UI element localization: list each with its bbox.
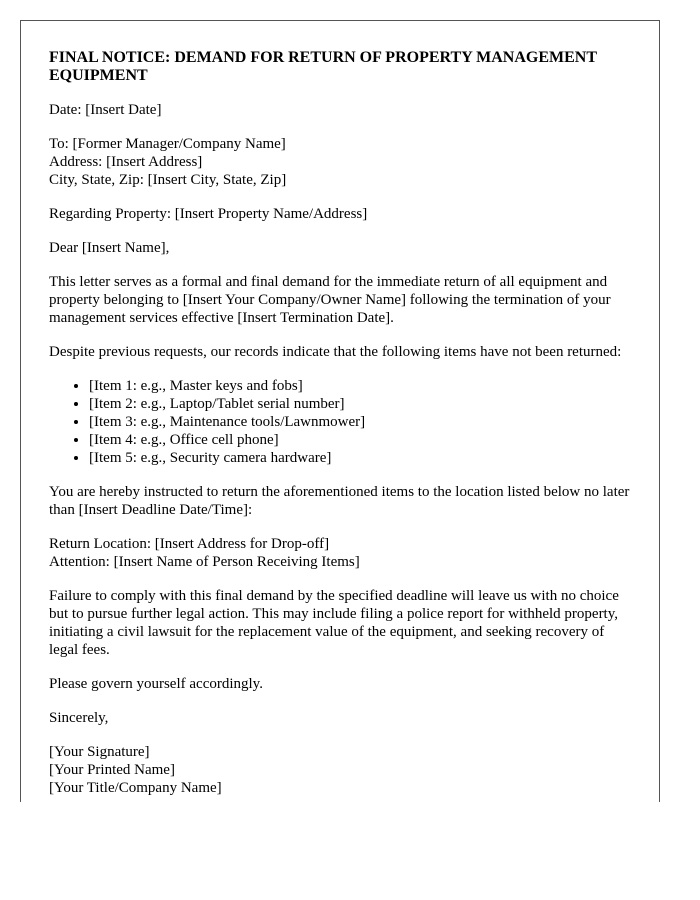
printed-name: [Your Printed Name] <box>49 762 175 778</box>
paragraph-records: Despite previous requests, our records indicate that the following items have not been returned: <box>49 344 622 360</box>
title-company: [Your Title/Company Name] <box>49 780 222 796</box>
signature: [Your Signature] <box>49 744 150 760</box>
closing: Sincerely, <box>49 710 109 726</box>
paragraph-instructions: You are hereby instructed to return the aforementioned items to the location listed below no later than [Insert Deadline Date/Time]: <box>49 484 630 518</box>
letter-title: FINAL NOTICE: DEMAND FOR RETURN OF PROPERTY MANAGEMENT EQUIPMENT <box>49 49 597 84</box>
paragraph-consequences: Failure to comply with this final demand by the specified deadline will leave us with no choice but to pursue further legal action. This may include filing a police report for withheld property, initiating a civil lawsuit for the replacement value of the equipment, and seeking recovery of legal fees. <box>49 588 619 658</box>
salutation: Dear [Insert Name], <box>49 240 170 256</box>
date-line: Date: [Insert Date] <box>49 102 162 118</box>
signature-block <box>49 743 631 797</box>
to-line: To: [Former Manager/Company Name] <box>49 136 286 152</box>
items-list <box>49 377 631 467</box>
return-block <box>49 535 631 571</box>
list-item: • [Item 5: e.g., Security camera hardware] <box>89 449 631 467</box>
list-item: • [Item 4: e.g., Office cell phone] <box>89 431 631 449</box>
regarding-line: Regarding Property: [Insert Property Name/Address] <box>49 206 368 222</box>
paragraph-intro: This letter serves as a formal and final demand for the immediate return of all equipment and property belonging to [Insert Your Company/Owner Name] following the termination of your management services effective [Insert Termination Date]. <box>49 274 611 326</box>
list-item: • [Item 3: e.g., Maintenance tools/Lawnmower] <box>89 413 631 431</box>
return-location: Return Location: [Insert Address for Drop-off] <box>49 536 330 552</box>
address-line: Address: [Insert Address] <box>49 154 203 170</box>
list-item: • [Item 1: e.g., Master keys and fobs] <box>89 377 631 395</box>
letter-content <box>21 21 659 797</box>
paragraph-govern: Please govern yourself accordingly. <box>49 676 263 692</box>
letter-page <box>20 20 660 802</box>
list-item: • [Item 2: e.g., Laptop/Tablet serial number] <box>89 395 631 413</box>
city-line: City, State, Zip: [Insert City, State, Zip] <box>49 172 287 188</box>
recipient-block <box>49 135 631 189</box>
attention-line: Attention: [Insert Name of Person Receiving Items] <box>49 554 360 570</box>
